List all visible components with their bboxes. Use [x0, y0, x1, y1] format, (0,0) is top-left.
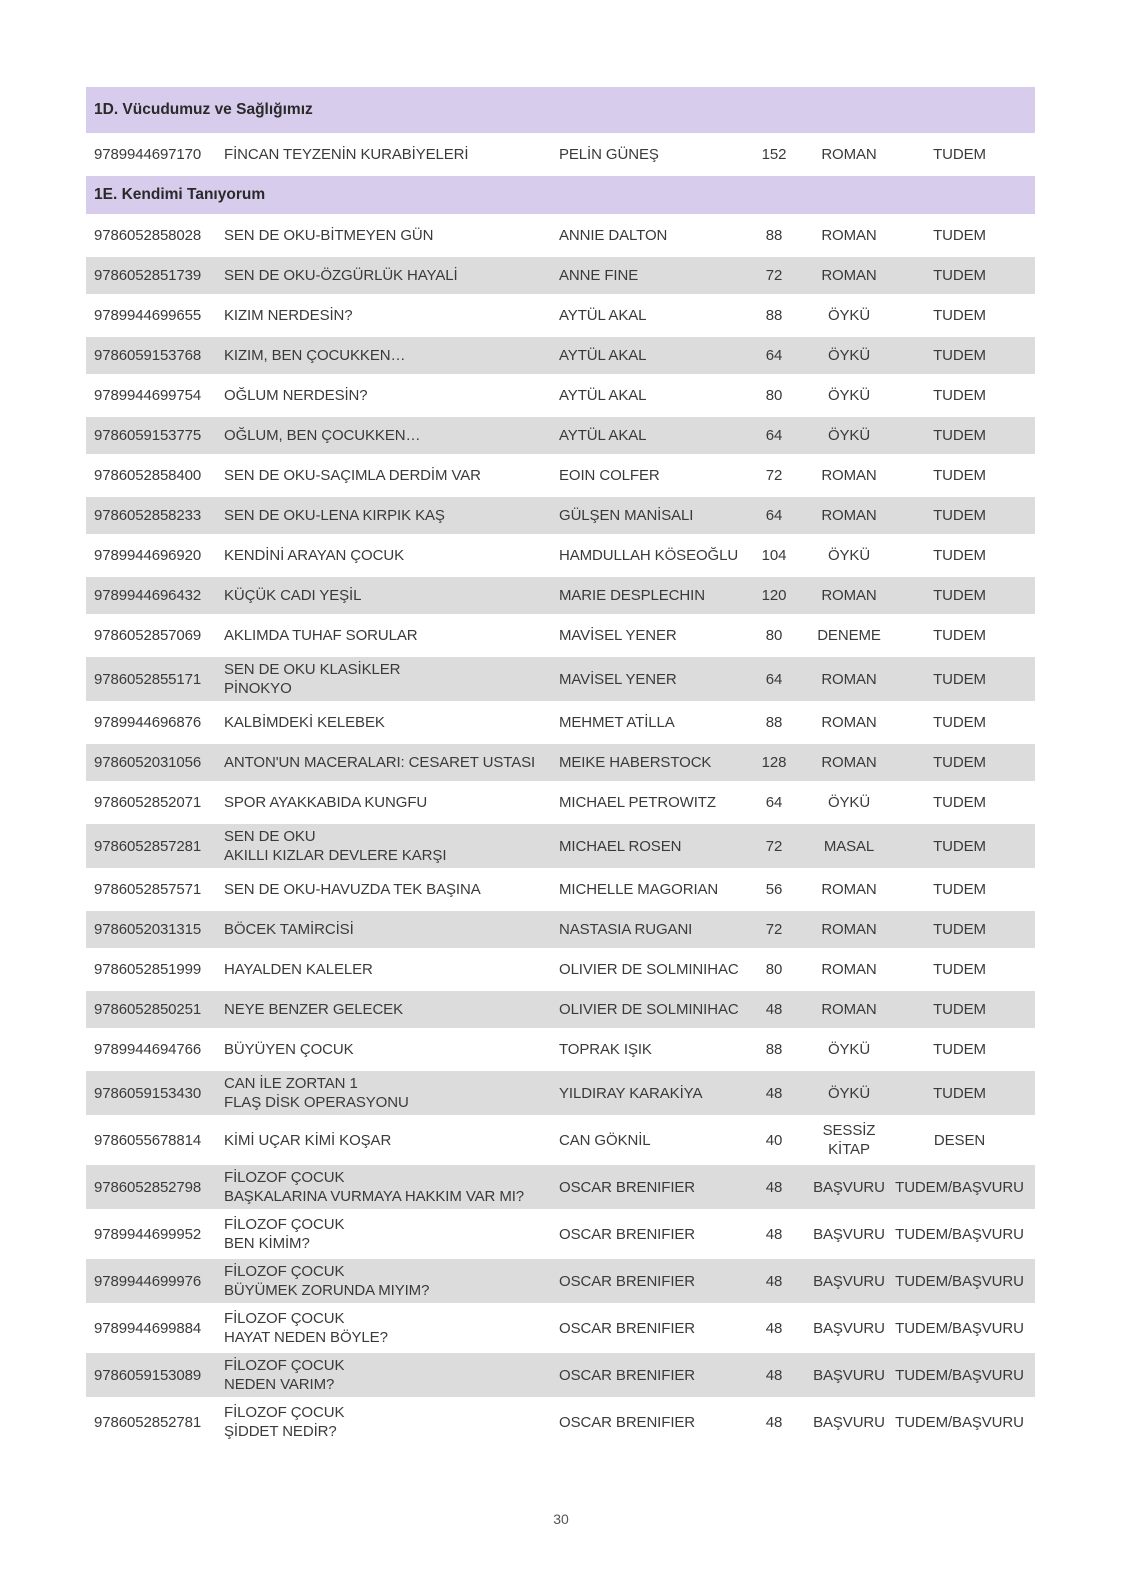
isbn-cell: 9786055678814 [94, 1131, 202, 1149]
pages-cell: 48 [765, 1225, 783, 1243]
publisher-cell: TUDEM [933, 267, 986, 284]
genre-cell [804, 226, 894, 245]
title-line: HAYAT NEDEN BÖYLE? [224, 1329, 388, 1346]
title-line: FLAŞ DİSK OPERASYONU [224, 1094, 409, 1111]
table-row [86, 991, 1035, 1028]
isbn-cell: 9786052851999 [94, 961, 202, 978]
genre-line: BAŞVURU [813, 1319, 885, 1337]
isbn-cell: 9786059153775 [94, 427, 202, 444]
author-cell: AYTÜL AKAL [559, 307, 647, 324]
author-cell: HAMDULLAH KÖSEOĞLU [559, 547, 739, 564]
author-cell: MARIE DESPLECHIN [559, 587, 705, 604]
title-cell [224, 713, 559, 732]
table-row [86, 784, 1035, 821]
pages-cell: 120 [761, 587, 787, 604]
title-line: FİLOZOF ÇOCUK [224, 1310, 345, 1327]
author-cell: OSCAR BRENIFIER [559, 1225, 696, 1243]
genre-cell [804, 1272, 894, 1291]
isbn-cell: 9789944699754 [94, 387, 202, 404]
pages-cell: 152 [761, 146, 787, 163]
publisher-cell: TUDEM [933, 467, 986, 484]
publisher-cell: TUDEM [933, 1041, 986, 1058]
isbn-cell: 9789944696876 [94, 714, 202, 731]
pages-cell: 48 [765, 1001, 783, 1018]
pages-cell: 104 [761, 547, 787, 564]
isbn-cell: 9786052031056 [94, 754, 202, 771]
table-row [86, 257, 1035, 294]
author-cell: GÜLŞEN MANİSALI [559, 507, 694, 524]
title-line: PİNOKYO [224, 680, 292, 697]
genre-line: DENEME [817, 627, 881, 644]
title-line: KIZIM NERDESİN? [224, 307, 353, 324]
publisher-cell: TUDEM/BAŞVURU [895, 1272, 1024, 1290]
publisher-cell: TUDEM [933, 427, 986, 444]
isbn-cell: 9786052857069 [94, 627, 202, 644]
isbn-cell: 9789944696920 [94, 547, 202, 564]
title-cell [224, 753, 559, 772]
genre-line: ROMAN [821, 1001, 877, 1018]
publisher-cell: TUDEM [933, 387, 986, 404]
genre-cell [804, 426, 894, 445]
title-cell [224, 660, 559, 698]
table-row [86, 704, 1035, 741]
isbn-cell: 9786052852798 [94, 1178, 202, 1196]
title-line: FİLOZOF ÇOCUK [224, 1404, 345, 1421]
publisher-cell: TUDEM [933, 794, 986, 811]
title-line: FİLOZOF ÇOCUK [224, 1263, 345, 1280]
title-cell [224, 920, 559, 939]
publisher-cell: TUDEM [933, 307, 986, 324]
title-line: BÖCEK TAMİRCİSİ [224, 921, 354, 938]
table-row [86, 457, 1035, 494]
author-cell: NASTASIA RUGANI [559, 921, 693, 938]
author-cell: MAVİSEL YENER [559, 670, 677, 688]
author-cell: AYTÜL AKAL [559, 387, 647, 404]
table-row [86, 657, 1035, 701]
isbn-cell: 9789944699952 [94, 1225, 202, 1243]
title-line: BEN KİMİM? [224, 1235, 310, 1252]
genre-line: KİTAP [828, 1141, 870, 1158]
publisher-cell: TUDEM [933, 227, 986, 244]
section-header [86, 87, 1035, 133]
section-title: 1E. Kendimi Tanıyorum [94, 186, 266, 203]
genre-cell [804, 546, 894, 565]
genre-line: ROMAN [821, 921, 877, 938]
pages-cell: 48 [765, 1178, 783, 1196]
isbn-cell: 9789944699976 [94, 1272, 202, 1290]
page-number: 30 [553, 1511, 569, 1527]
genre-cell [804, 586, 894, 605]
genre-cell [804, 1366, 894, 1385]
author-cell: MICHAEL PETROWITZ [559, 794, 716, 811]
genre-line: BAŞVURU [813, 1413, 885, 1431]
isbn-cell: 9786052855171 [94, 670, 202, 688]
title-line: KİMİ UÇAR KİMİ KOŞAR [224, 1131, 392, 1149]
pages-cell: 80 [765, 961, 783, 978]
genre-cell [804, 753, 894, 772]
table-row [86, 1353, 1035, 1397]
genre-line: ROMAN [821, 507, 877, 524]
genre-cell [804, 1040, 894, 1059]
genre-line: SESSİZ [822, 1122, 876, 1139]
table-row [86, 744, 1035, 781]
title-line: KALBİMDEKİ KELEBEK [224, 714, 385, 731]
author-cell: CAN GÖKNİL [559, 1131, 651, 1149]
genre-line: BAŞVURU [813, 1225, 885, 1243]
title-cell [224, 266, 559, 285]
table-row [86, 297, 1035, 334]
genre-line: ÖYKÜ [827, 307, 871, 324]
genre-line: ROMAN [821, 587, 877, 604]
publisher-cell: TUDEM [933, 670, 986, 688]
table-row [86, 217, 1035, 254]
title-cell [224, 466, 559, 485]
title-line: BAŞKALARINA VURMAYA HAKKIM VAR MI? [224, 1188, 525, 1205]
title-line: HAYALDEN KALELER [224, 961, 373, 978]
publisher-cell: TUDEM [933, 587, 986, 604]
author-cell: TOPRAK IŞIK [559, 1041, 652, 1058]
table-row [86, 577, 1035, 614]
pages-cell: 72 [765, 921, 783, 938]
isbn-cell: 9789944696432 [94, 587, 202, 604]
title-cell [224, 346, 559, 365]
title-cell [224, 1262, 559, 1300]
table-row [86, 1259, 1035, 1303]
table-row [86, 824, 1035, 868]
author-cell: OSCAR BRENIFIER [559, 1413, 696, 1431]
publisher-cell: TUDEM [933, 837, 986, 855]
isbn-cell: 9786052851739 [94, 267, 202, 284]
isbn-cell: 9786052852781 [94, 1413, 202, 1431]
table-row [86, 1212, 1035, 1256]
genre-cell [804, 1178, 894, 1197]
table-row [86, 497, 1035, 534]
author-cell: ANNE FINE [559, 267, 639, 284]
isbn-cell: 9786059153768 [94, 347, 202, 364]
isbn-cell: 9786052858028 [94, 227, 202, 244]
isbn-cell: 9789944699655 [94, 307, 202, 324]
isbn-cell: 9786052852071 [94, 794, 202, 811]
pages-cell: 88 [765, 714, 783, 731]
publisher-cell: TUDEM [933, 547, 986, 564]
genre-line: ROMAN [821, 227, 877, 244]
isbn-cell: 9786052858400 [94, 467, 202, 484]
publisher-cell: TUDEM [933, 714, 986, 731]
genre-line: BAŞVURU [813, 1366, 885, 1384]
publisher-cell: TUDEM/BAŞVURU [895, 1225, 1024, 1243]
title-line: ANTON'UN MACERALARI: CESARET USTASI [224, 754, 536, 771]
genre-line: ROMAN [821, 961, 877, 978]
author-cell: AYTÜL AKAL [559, 347, 647, 364]
genre-cell [804, 145, 894, 164]
title-line: BÜYÜYEN ÇOCUK [224, 1041, 354, 1058]
genre-line: ROMAN [821, 881, 877, 898]
genre-line: ÖYKÜ [827, 1041, 871, 1058]
genre-line: ÖYKÜ [827, 547, 871, 564]
title-cell [224, 880, 559, 899]
title-line: FİLOZOF ÇOCUK [224, 1169, 345, 1186]
title-cell [224, 145, 559, 164]
author-cell: EOIN COLFER [559, 467, 660, 484]
pages-cell: 80 [765, 387, 783, 404]
title-cell [224, 1403, 559, 1441]
pages-cell: 88 [765, 307, 783, 324]
genre-line: ROMAN [821, 467, 877, 484]
title-line: NEDEN VARIM? [224, 1376, 335, 1393]
title-line: FİNCAN TEYZENİN KURABİYELERİ [224, 146, 469, 163]
title-line: ŞİDDET NEDİR? [224, 1423, 337, 1440]
publisher-cell: TUDEM [933, 1084, 986, 1102]
title-line: AKILLI KIZLAR DEVLERE KARŞI [224, 847, 447, 864]
genre-cell [804, 466, 894, 485]
genre-cell [804, 1413, 894, 1432]
pages-cell: 72 [765, 467, 783, 484]
title-cell [224, 1131, 559, 1150]
author-cell: MICHAEL ROSEN [559, 837, 682, 855]
genre-cell [804, 1319, 894, 1338]
title-line: KENDİNİ ARAYAN ÇOCUK [224, 547, 404, 564]
pages-cell: 88 [765, 1041, 783, 1058]
genre-line: BAŞVURU [813, 1178, 885, 1196]
title-line: SEN DE OKU-SAÇIMLA DERDİM VAR [224, 467, 481, 484]
title-line: FİLOZOF ÇOCUK [224, 1216, 345, 1233]
genre-cell [804, 713, 894, 732]
author-cell: MAVİSEL YENER [559, 627, 677, 644]
title-cell [224, 960, 559, 979]
genre-cell [804, 793, 894, 812]
genre-cell [804, 1225, 894, 1244]
publisher-cell: TUDEM/BAŞVURU [895, 1178, 1024, 1196]
title-line: SEN DE OKU-LENA KIRPIK KAŞ [224, 507, 445, 524]
isbn-cell: 9789944699884 [94, 1319, 202, 1337]
title-cell [224, 386, 559, 405]
genre-cell [804, 880, 894, 899]
title-line: SEN DE OKU KLASİKLER [224, 661, 401, 678]
genre-line: ÖYKÜ [827, 427, 871, 444]
publisher-cell: DESEN [933, 1131, 986, 1149]
pages-cell: 72 [765, 837, 783, 855]
genre-cell [804, 386, 894, 405]
genre-cell [804, 1084, 894, 1103]
pages-cell: 48 [765, 1084, 783, 1102]
table-row [86, 1400, 1035, 1444]
book-table [86, 87, 1035, 1447]
table-row [86, 537, 1035, 574]
isbn-cell: 9786052031315 [94, 921, 202, 938]
genre-cell [804, 920, 894, 939]
isbn-cell: 9789944697170 [94, 146, 202, 163]
genre-cell [804, 960, 894, 979]
title-cell [224, 1215, 559, 1253]
title-cell [224, 1356, 559, 1394]
author-cell: OLIVIER DE SOLMINIHAC [559, 1001, 739, 1018]
isbn-cell: 9786052858233 [94, 507, 202, 524]
isbn-cell: 9786059153430 [94, 1084, 202, 1102]
pages-cell: 40 [765, 1131, 783, 1149]
pages-cell: 80 [765, 627, 783, 644]
table-row [86, 1306, 1035, 1350]
title-cell [224, 426, 559, 445]
title-cell [224, 1309, 559, 1347]
author-cell: YILDIRAY KARAKİYA [559, 1084, 703, 1102]
title-line: SPOR AYAKKABIDA KUNGFU [224, 794, 428, 811]
genre-cell [804, 1121, 894, 1159]
author-cell: OSCAR BRENIFIER [559, 1366, 696, 1384]
pages-cell: 64 [765, 427, 783, 444]
table-row [86, 377, 1035, 414]
genre-cell [804, 626, 894, 645]
publisher-cell: TUDEM [933, 627, 986, 644]
isbn-cell: 9786059153089 [94, 1366, 202, 1384]
pages-cell: 56 [765, 881, 783, 898]
pages-cell: 48 [765, 1319, 783, 1337]
title-line: SEN DE OKU-HAVUZDA TEK BAŞINA [224, 881, 481, 898]
title-line: SEN DE OKU-ÖZGÜRLÜK HAYALİ [224, 267, 458, 284]
title-line: BÜYÜMEK ZORUNDA MIYIM? [224, 1282, 430, 1299]
section-header [86, 176, 1035, 214]
author-cell: AYTÜL AKAL [559, 427, 647, 444]
title-cell [224, 626, 559, 645]
genre-cell [804, 837, 894, 856]
genre-line: ROMAN [821, 754, 877, 771]
publisher-cell: TUDEM [933, 921, 986, 938]
title-line: FİLOZOF ÇOCUK [224, 1357, 345, 1374]
genre-line: ROMAN [821, 146, 877, 163]
author-cell: MEIKE HABERSTOCK [559, 754, 712, 771]
section-title: 1D. Vücudumuz ve Sağlığımız [94, 101, 313, 118]
table-row [86, 417, 1035, 454]
title-cell [224, 306, 559, 325]
table-row [86, 1165, 1035, 1209]
author-cell: MEHMET ATİLLA [559, 714, 675, 731]
table-row [86, 337, 1035, 374]
pages-cell: 88 [765, 227, 783, 244]
genre-cell [804, 306, 894, 325]
title-cell [224, 793, 559, 812]
title-line: OĞLUM, BEN ÇOCUKKEN… [224, 427, 421, 444]
pages-cell: 48 [765, 1413, 783, 1431]
genre-cell [804, 266, 894, 285]
title-line: CAN İLE ZORTAN 1 [224, 1075, 358, 1092]
publisher-cell: TUDEM [933, 881, 986, 898]
title-line: SEN DE OKU-BİTMEYEN GÜN [224, 227, 434, 244]
author-cell: OSCAR BRENIFIER [559, 1319, 696, 1337]
pages-cell: 48 [765, 1366, 783, 1384]
title-cell [224, 586, 559, 605]
genre-line: ÖYKÜ [827, 794, 871, 811]
genre-cell [804, 506, 894, 525]
genre-line: ROMAN [821, 267, 877, 284]
author-cell: OSCAR BRENIFIER [559, 1272, 696, 1290]
pages-cell: 48 [765, 1272, 783, 1290]
pages-cell: 64 [765, 347, 783, 364]
genre-line: BAŞVURU [813, 1272, 885, 1290]
pages-cell: 64 [765, 670, 783, 688]
table-row [86, 871, 1035, 908]
author-cell: ANNIE DALTON [559, 227, 668, 244]
genre-cell [804, 1000, 894, 1019]
publisher-cell: TUDEM/BAŞVURU [895, 1413, 1024, 1431]
title-line: SEN DE OKU [224, 828, 316, 845]
table-row [86, 951, 1035, 988]
pages-cell: 64 [765, 507, 783, 524]
publisher-cell: TUDEM [933, 961, 986, 978]
isbn-cell: 9786052850251 [94, 1001, 202, 1018]
isbn-cell: 9789944694766 [94, 1041, 202, 1058]
publisher-cell: TUDEM [933, 1001, 986, 1018]
author-cell: OLIVIER DE SOLMINIHAC [559, 961, 739, 978]
table-row [86, 1071, 1035, 1115]
publisher-cell: TUDEM/BAŞVURU [895, 1366, 1024, 1384]
pages-cell: 72 [765, 267, 783, 284]
genre-line: ROMAN [821, 670, 877, 688]
title-cell [224, 1074, 559, 1112]
pages-cell: 64 [765, 794, 783, 811]
publisher-cell: TUDEM [933, 754, 986, 771]
genre-line: MASAL [823, 837, 875, 855]
genre-cell [804, 670, 894, 689]
isbn-cell: 9786052857281 [94, 837, 202, 855]
table-row [86, 1118, 1035, 1162]
title-cell [224, 827, 559, 865]
author-cell: OSCAR BRENIFIER [559, 1178, 696, 1196]
publisher-cell: TUDEM [933, 347, 986, 364]
table-row [86, 136, 1035, 173]
genre-line: ÖYKÜ [827, 1084, 871, 1102]
title-cell [224, 506, 559, 525]
pages-cell: 128 [761, 754, 787, 771]
title-line: OĞLUM NERDESİN? [224, 387, 368, 404]
title-cell [224, 1000, 559, 1019]
title-cell [224, 546, 559, 565]
table-row [86, 911, 1035, 948]
title-line: AKLIMDA TUHAF SORULAR [224, 627, 418, 644]
genre-line: ROMAN [821, 714, 877, 731]
author-cell: MICHELLE MAGORIAN [559, 881, 719, 898]
publisher-cell: TUDEM [933, 507, 986, 524]
genre-line: ÖYKÜ [827, 347, 871, 364]
title-cell [224, 1168, 559, 1206]
isbn-cell: 9786052857571 [94, 881, 202, 898]
title-cell [224, 1040, 559, 1059]
publisher-cell: TUDEM/BAŞVURU [895, 1319, 1024, 1337]
genre-line: ÖYKÜ [827, 387, 871, 404]
table-row [86, 1031, 1035, 1068]
publisher-cell: TUDEM [933, 146, 986, 163]
title-cell [224, 226, 559, 245]
genre-cell [804, 346, 894, 365]
title-line: NEYE BENZER GELECEK [224, 1001, 403, 1018]
title-line: KIZIM, BEN ÇOCUKKEN… [224, 347, 406, 364]
title-line: KÜÇÜK CADI YEŞİL [224, 587, 362, 604]
table-row [86, 617, 1035, 654]
author-cell: PELİN GÜNEŞ [559, 146, 659, 163]
